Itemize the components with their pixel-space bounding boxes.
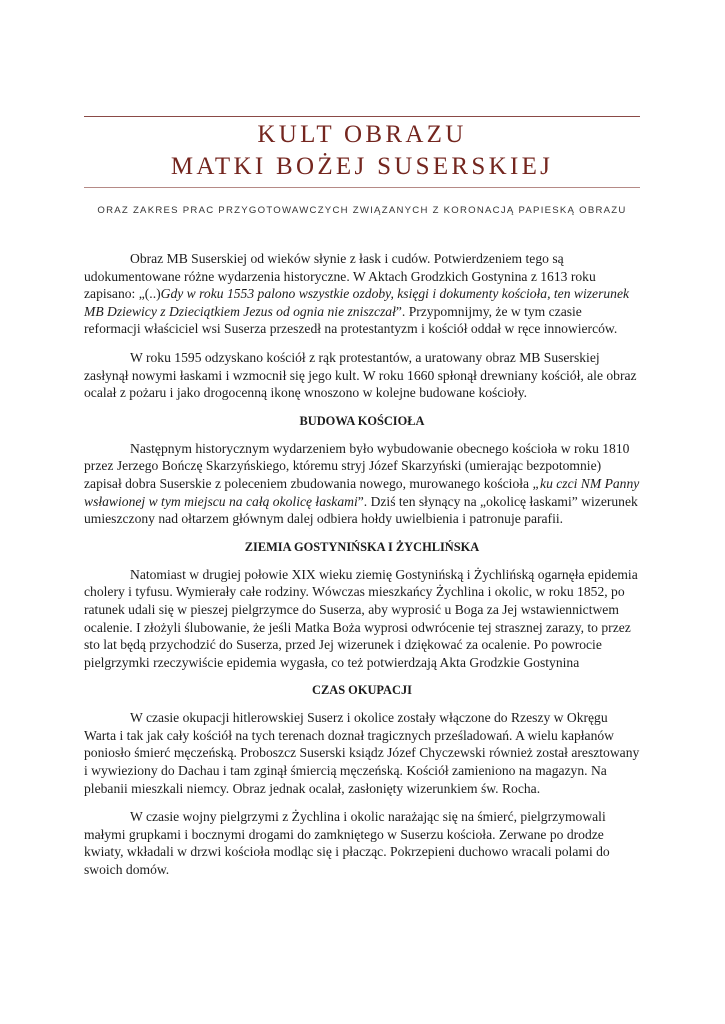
paragraph-okupacja-1: W czasie okupacji hitlerowskiej Suserz i okolice zostały włączone do Rzeszy w Okręgu Warta i tak jak cały kościół na tych terenach doznał tragicznych prześladowań. A wielu kapłanów poniosło śmierć męczeńską. Proboszcz Suserski ksiądz Józef Chyczewski również został aresztowany i wywieziony do Dachau i tam zginął śmiercią męczeńską. Kościół zamieniono na magazyn. Na plebanii mieszkali niemcy. Obraz jednak ocalał, zasłonięty wizerunkiem św. Rocha.: [84, 710, 640, 796]
paragraph-ziemia-1: Natomiast w drugiej połowie XIX wieku ziemię Gostynińską i Żychlińską ogarnęła epidemia cholery i tyfusu. Wymierały całe rodziny. Wówczas mieszkańcy Żychlina i okolic, w roku 1852, po ratunek udali się w pieszej pielgrzymce do Suserza, aby wyprosić u Boga za Jej wstawiennictwem ocalenie. I złożyli ślubowanie, że jeśli Matka Boża wyprosi odwrócenie tej strasznej zarazy, to przez sto lat będą przychodzić do Suserza, przed Jej wizerunek i dziękować za ocalenie. Po powrocie pielgrzymki rzeczywiście epidemia wygasła, co też potwierdzają Akta Grodzkie Gostynina: [84, 566, 638, 670]
title-top-rule: [84, 116, 640, 117]
title-line-2: MATKI BOŻEJ SUSERSKIEJ: [170, 153, 554, 180]
subtitle: ORAZ ZAKRES PRAC PRZYGOTOWAWCZYCH ZWIĄZANYCH Z KORONACJĄ PAPIESKĄ OBRAZU: [97, 205, 627, 216]
intro-1-text-c: ”. Przypomnijmy, że w tym czasie reformacji właściciel wsi Suserza przeszedł na protestantyzm i kościół oddał w ręce innowierców.: [84, 303, 618, 337]
paragraph-budowa-1: [84, 440, 640, 528]
paragraph-okupacja-2: W czasie wojny pielgrzymi z Żychlina i okolic narażając się na śmierć, pielgrzymowali małymi grupkami i bocznymi drogami do zamkniętego w Suserzu kościoła. Zerwane po drodze kwiaty, wkładali w drzwi kościoła modląc się i płacząc. Pokrzepieni duchowo wracali polami do swoich domów.: [84, 809, 610, 878]
intro-1-text-a: Obraz MB Suserskiej od wieków słynie z łask i cudów. Potwierdzeniem tego są udokumentowane różne wydarzenia historyczne. W Aktach Grodzkich Gostynina z 1613 roku zapisano: „(..): [84, 251, 596, 302]
heading-budowa: BUDOWA KOŚCIOŁA: [299, 413, 425, 428]
title-bottom-rule: [84, 187, 640, 188]
budowa-1-text-a: Następnym historycznym wydarzeniem było wybudowanie obecnego kościoła w roku 1810 przez Jerzego Bończę Skarzyńskiego, któremu stryj Józef Skarzyński (umierając bezpotomnie) zapisał dobra Suserskie z poleceniem zbudowania nowego, murowanego kościoła: [84, 440, 630, 491]
document-body: [84, 250, 640, 890]
budowa-1-quote: „ku czci NM Panny wsławionej w tym miejscu na całą okolicę łaskami: [84, 475, 640, 509]
paragraph-intro-2: W roku 1595 odzyskano kościół z rąk protestantów, a uratowany obraz MB Suserskiej zasłynął nowymi łaskami i wzmocnił się jego kult. W roku 1660 spłonął drewniany kościół, ale obraz ocalał z pożaru i jako drogocenną ikonę wnoszono w kolejne budowane kościoły.: [84, 349, 637, 401]
paragraph-intro-1: [84, 250, 640, 338]
heading-okupacja: CZAS OKUPACJI: [312, 683, 412, 698]
heading-ziemia: ZIEMIA GOSTYNIŃSKA I ŻYCHLIŃSKA: [244, 539, 480, 554]
intro-1-quote: Gdy w roku 1553 palono wszystkie ozdoby, księgi i dokumenty kościoła, ten wizerunek MB Dziewicy z Dzieciątkiem Jezus od ognia nie zniszczał: [84, 286, 630, 319]
title-line-1: KULT OBRAZU: [257, 121, 467, 148]
budowa-1-text-c: ”. Dziś ten słynący na „okolicę łaskami” wizerunek umieszczony nad ołtarzem głównym dalej odbiera hołdy uwielbienia i patronuje parafii.: [84, 493, 638, 527]
page-title: [84, 119, 640, 183]
